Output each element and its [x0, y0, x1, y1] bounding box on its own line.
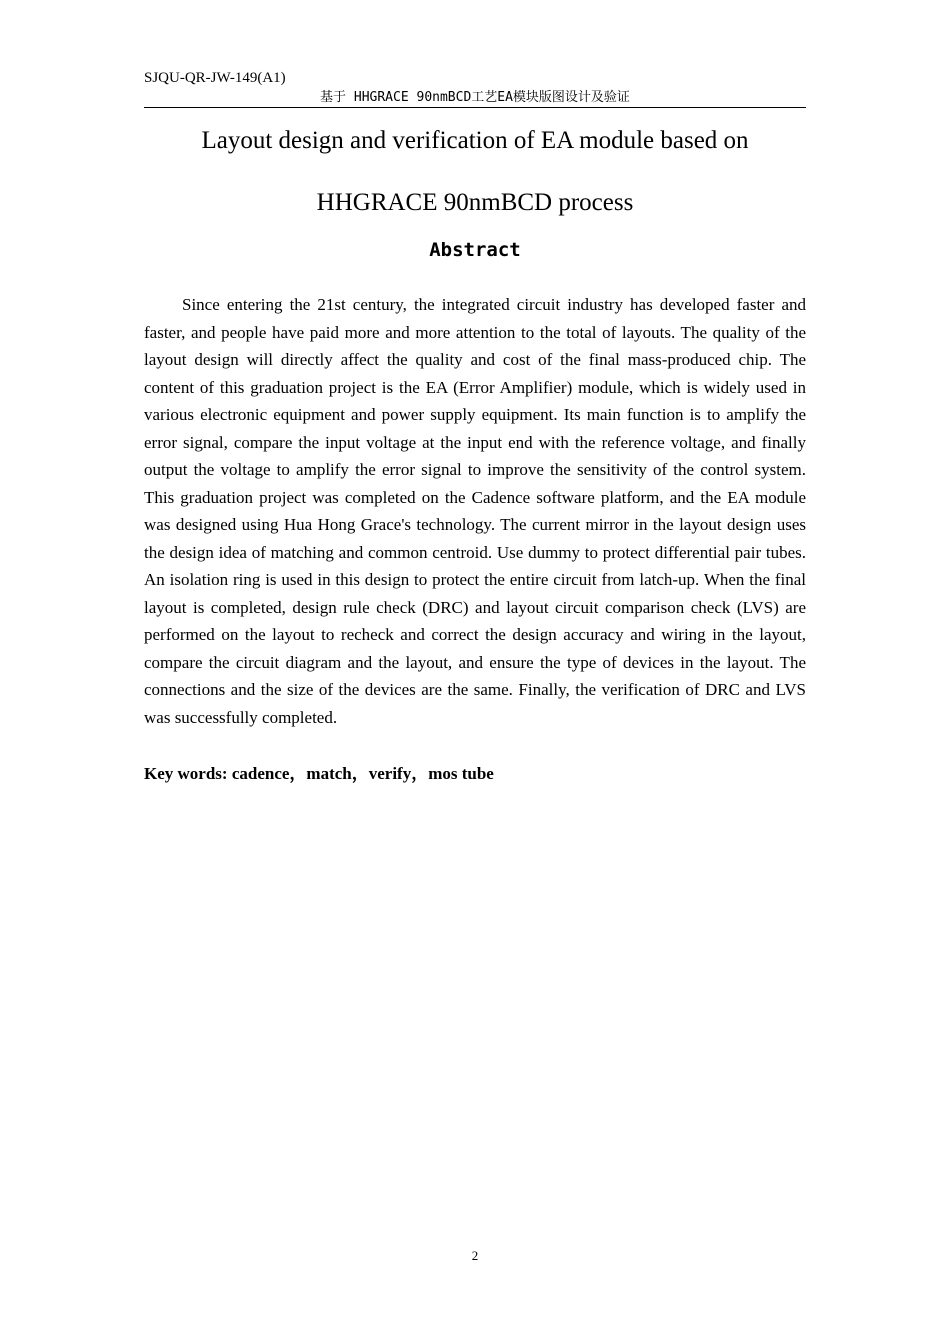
abstract-heading: Abstract: [429, 239, 521, 261]
page-number: 2: [471, 1248, 479, 1263]
abstract-body: Since entering the 21st century, the integrated circuit industry has developed faster and faster, and people have paid more and more attention to the total of layouts. The quality of the layout design will directly affect the quality and cost of the final mass-produced chip. The content of this graduation project is the EA (Error Amplifier) module, which is widely used in various electronic equipment and power supply equipment. Its main function is to amplify the error signal, compare the input voltage at the input end with the reference voltage, and finally output the voltage to amplify the error signal to improve the sensitivity of the control system. This graduation project was completed on the Cadence software platform, and the EA module was designed using Hua Hong Grace's technology. The current mirror in the layout design uses the design idea of matching and common centroid. Use dummy to protect differential pair tubes. An isolation ring is used in this design to protect the entire circuit from latch-up. When the final layout is completed, design rule check (DRC) and layout circuit comparison check (LVS) are performed on the layout to recheck and correct the design accuracy and wiring in the layout, compare the circuit diagram and the layout, and ensure the type of devices in the layout. The connections and the size of the devices are the same. Finally, the verification of DRC and LVS was successfully completed.: [144, 295, 806, 727]
paper-title-line-2: HHGRACE 90nmBCD process: [316, 189, 634, 216]
paper-title-line-1: Layout design and verification of EA module based on: [201, 127, 749, 154]
header-divider: [144, 107, 806, 108]
document-code: SJQU-QR-JW-149(A1): [144, 70, 286, 86]
running-header-title: 基于 HHGRACE 90nmBCD工艺EA模块版图设计及验证: [320, 90, 630, 105]
keywords-line: Key words: cadence，match，verify，mos tube: [144, 764, 494, 783]
